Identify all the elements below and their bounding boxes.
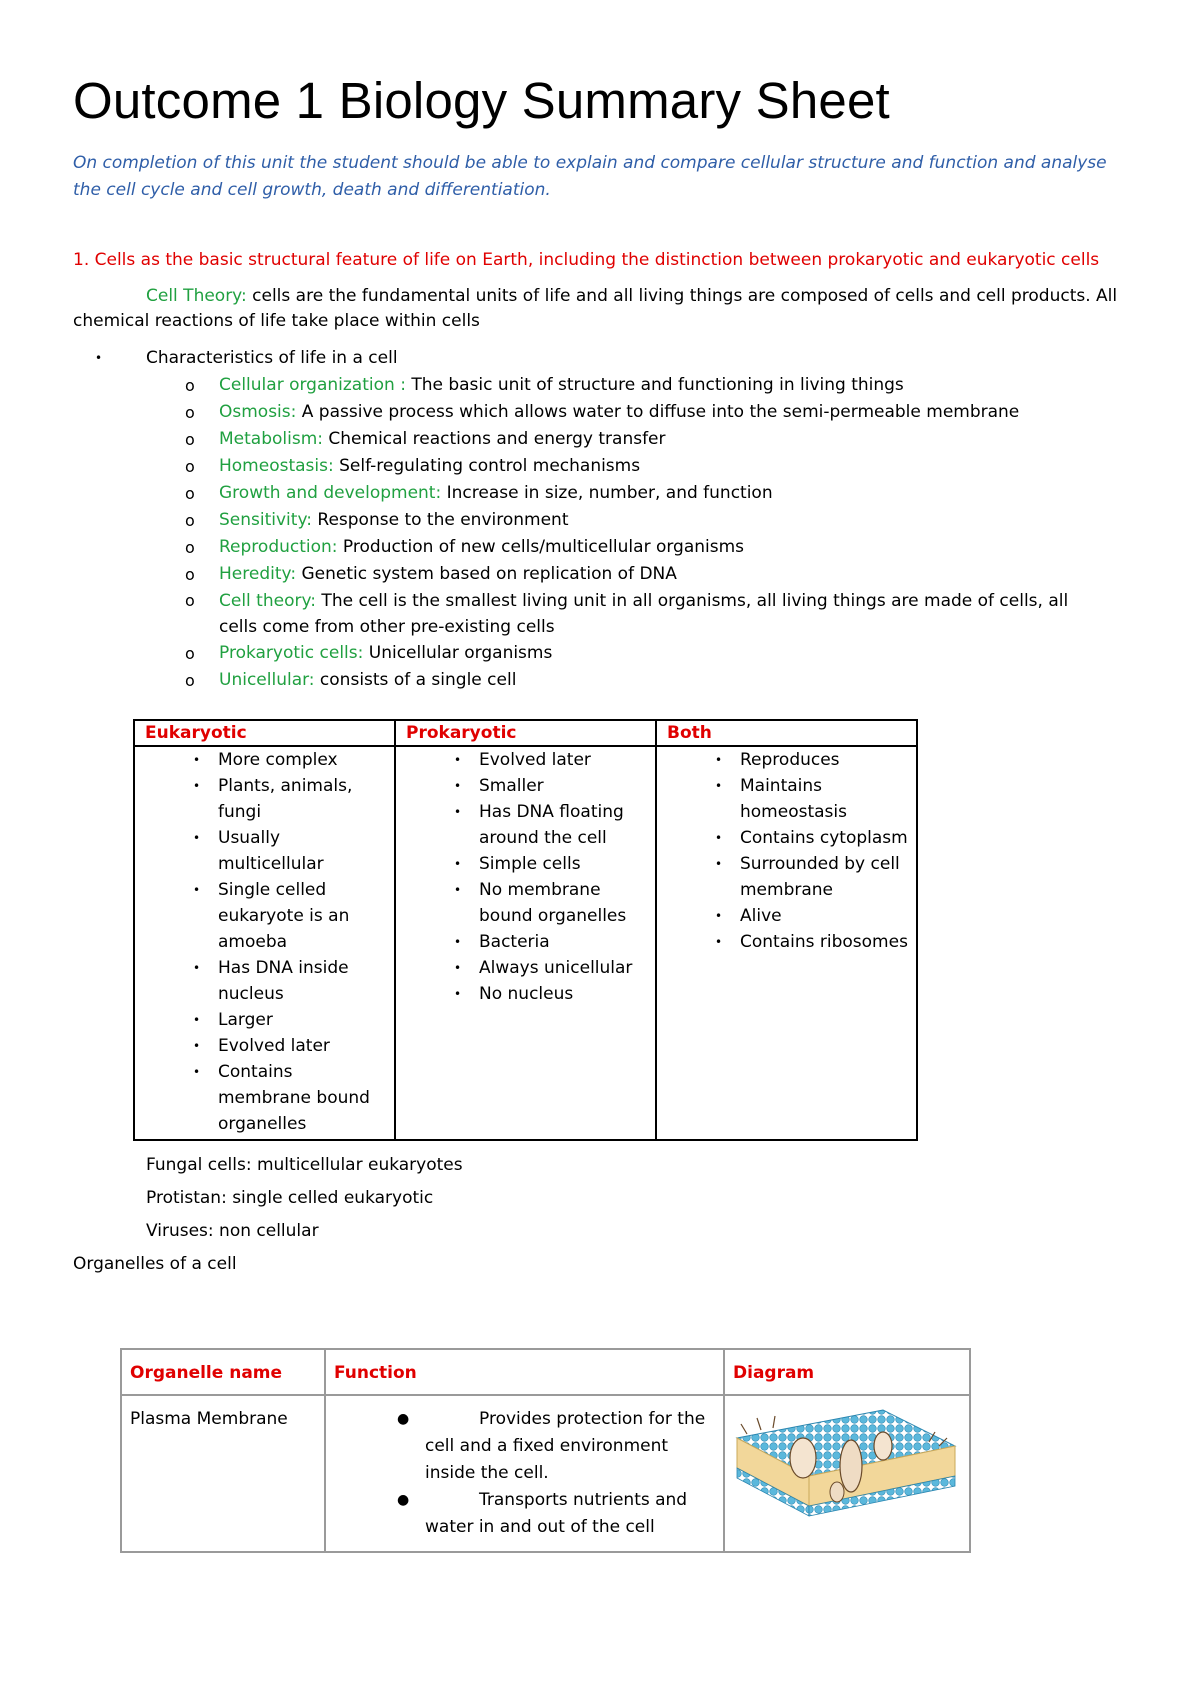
note-viruses: Viruses: non cellular	[146, 1221, 319, 1241]
header-eukaryotic: Eukaryotic	[134, 720, 395, 746]
list-item: • Plants, animals, fungi	[145, 773, 386, 825]
bullet-icon: •	[454, 857, 462, 871]
both-cell	[656, 746, 917, 1140]
plasma-membrane-diagram	[733, 1406, 959, 1536]
circle-bullet-icon: o	[185, 403, 195, 422]
bullet-icon: •	[715, 779, 723, 793]
bullet-icon: •	[454, 883, 462, 897]
list-item: • Simple cells	[406, 851, 647, 877]
cell-comparison-table	[133, 719, 918, 1141]
list-item: • Reproduces	[667, 747, 908, 773]
list-item: • Usually multicellular	[145, 825, 386, 877]
document-page	[73, 70, 1133, 1537]
organelles-label: Organelles of a cell	[73, 1254, 237, 1274]
circle-bullet-icon: o	[185, 565, 195, 584]
bullet-icon: •	[193, 1065, 201, 1079]
header-function: Function	[325, 1349, 724, 1395]
note-protistan: Protistan: single celled eukaryotic	[146, 1188, 434, 1208]
list-item: • No nucleus	[406, 981, 647, 1007]
list-item: • Single celled eukaryote is an amoeba	[145, 877, 386, 955]
list-item: ● Transports nutrients and water in and out of the cell	[334, 1487, 715, 1541]
notes-block	[73, 1149, 463, 1281]
circle-bullet-icon: o	[185, 671, 195, 690]
bullet-icon: •	[715, 753, 723, 767]
prokaryotic-cell	[395, 746, 656, 1140]
intro-text: On completion of this unit the student should be able to explain and compare cellular structure and function and analyse the cell cycle and cell growth, death and differentiation.	[73, 153, 1107, 200]
bullet-icon: •	[454, 779, 462, 793]
list-item: ● Provides protection for the cell and a fixed environment inside the cell.	[334, 1406, 715, 1487]
bullet-icon: •	[454, 805, 462, 819]
list-item: o Cellular organization : The basic unit of structure and functioning in living things	[73, 372, 1099, 399]
list-item: • Always unicellular	[406, 955, 647, 981]
cell-theory-text: cells are the fundamental units of life and all living things are composed of cells and cell products. All chemical reactions of life take place within cells	[73, 286, 1118, 331]
circle-bullet-icon: o	[185, 430, 195, 449]
organelle-function-cell	[325, 1395, 724, 1552]
circle-bullet-icon: o	[185, 538, 195, 557]
list-item: • Evolved later	[406, 747, 647, 773]
list-item: • Larger	[145, 1007, 386, 1033]
note-fungal: Fungal cells: multicellular eukaryotes	[146, 1155, 463, 1175]
bullet-icon: •	[95, 351, 103, 365]
eukaryotic-cell	[134, 746, 395, 1140]
list-item: o Reproduction: Production of new cells/multicellular organisms	[73, 534, 1099, 561]
organelle-table	[120, 1348, 971, 1553]
bullet-icon: •	[193, 779, 201, 793]
list-item: • Contains membrane bound organelles	[145, 1059, 386, 1137]
list-item: o Osmosis: A passive process which allows water to diffuse into the semi-permeable membrane	[73, 399, 1099, 426]
bullet-icon: •	[193, 753, 201, 767]
characteristics-heading: • Characteristics of life in a cell	[73, 345, 1133, 372]
header-both: Both	[656, 720, 917, 746]
bullet-icon: •	[715, 935, 723, 949]
bullet-icon: •	[454, 935, 462, 949]
bullet-icon: •	[715, 909, 723, 923]
circle-bullet-icon: o	[185, 644, 195, 663]
list-item: • Evolved later	[145, 1033, 386, 1059]
list-item: • Smaller	[406, 773, 647, 799]
list-item: o Metabolism: Chemical reactions and energy transfer	[73, 426, 1099, 453]
list-item: o Sensitivity: Response to the environment	[73, 507, 1099, 534]
list-item: • Contains cytoplasm	[667, 825, 908, 851]
bullet-icon: •	[454, 961, 462, 975]
characteristics-block	[73, 345, 1133, 694]
circle-bullet-icon: o	[185, 376, 195, 395]
bullet-icon: •	[454, 987, 462, 1001]
bullet-icon: ●	[397, 1411, 410, 1427]
circle-bullet-icon: o	[185, 484, 195, 503]
bullet-icon: •	[454, 753, 462, 767]
header-prokaryotic: Prokaryotic	[395, 720, 656, 746]
cell-theory-term: Cell Theory:	[146, 286, 247, 306]
list-item: • Alive	[667, 903, 908, 929]
header-organelle-name: Organelle name	[121, 1349, 325, 1395]
list-item: • Surrounded by cell membrane	[667, 851, 908, 903]
characteristics-list	[73, 372, 1133, 694]
circle-bullet-icon: o	[185, 591, 195, 610]
list-item: • Has DNA floating around the cell	[406, 799, 647, 851]
circle-bullet-icon: o	[185, 457, 195, 476]
bullet-icon: •	[193, 883, 201, 897]
header-diagram: Diagram	[724, 1349, 970, 1395]
list-item: • Bacteria	[406, 929, 647, 955]
list-item: o Growth and development: Increase in size, number, and function	[73, 480, 1099, 507]
bullet-icon: •	[193, 1013, 201, 1027]
section-1-heading: 1. Cells as the basic structural feature of life on Earth, including the distinction between prokaryotic and eukaryotic cells	[73, 250, 1100, 270]
list-item: o Heredity: Genetic system based on replication of DNA	[73, 561, 1099, 588]
list-item: o Cell theory: The cell is the smallest living unit in all organisms, all living things are made of cells, all cells come from other pre-existing cells	[73, 588, 1099, 640]
bullet-icon: •	[715, 831, 723, 845]
list-item: • Contains ribosomes	[667, 929, 908, 955]
list-item: • No membrane bound organelles	[406, 877, 647, 929]
list-item: o Homeostasis: Self-regulating control mechanisms	[73, 453, 1099, 480]
bullet-icon: •	[193, 1039, 201, 1053]
list-item: o Prokaryotic cells: Unicellular organisms	[73, 640, 1099, 667]
list-item: • Has DNA inside nucleus	[145, 955, 386, 1007]
cell-theory-paragraph	[73, 284, 1133, 334]
circle-bullet-icon: o	[185, 511, 195, 530]
organelle-diagram-cell	[724, 1395, 970, 1552]
list-item: o Unicellular: consists of a single cell	[73, 667, 1099, 694]
list-item: • More complex	[145, 747, 386, 773]
bullet-icon: •	[715, 857, 723, 871]
page-title: Outcome 1 Biology Summary Sheet	[73, 72, 890, 129]
bullet-icon: •	[193, 831, 201, 845]
organelle-name-cell: Plasma Membrane	[121, 1395, 325, 1552]
bullet-icon: ●	[397, 1492, 410, 1508]
bullet-icon: •	[193, 961, 201, 975]
list-item: • Maintains homeostasis	[667, 773, 908, 825]
table-row	[121, 1395, 970, 1552]
